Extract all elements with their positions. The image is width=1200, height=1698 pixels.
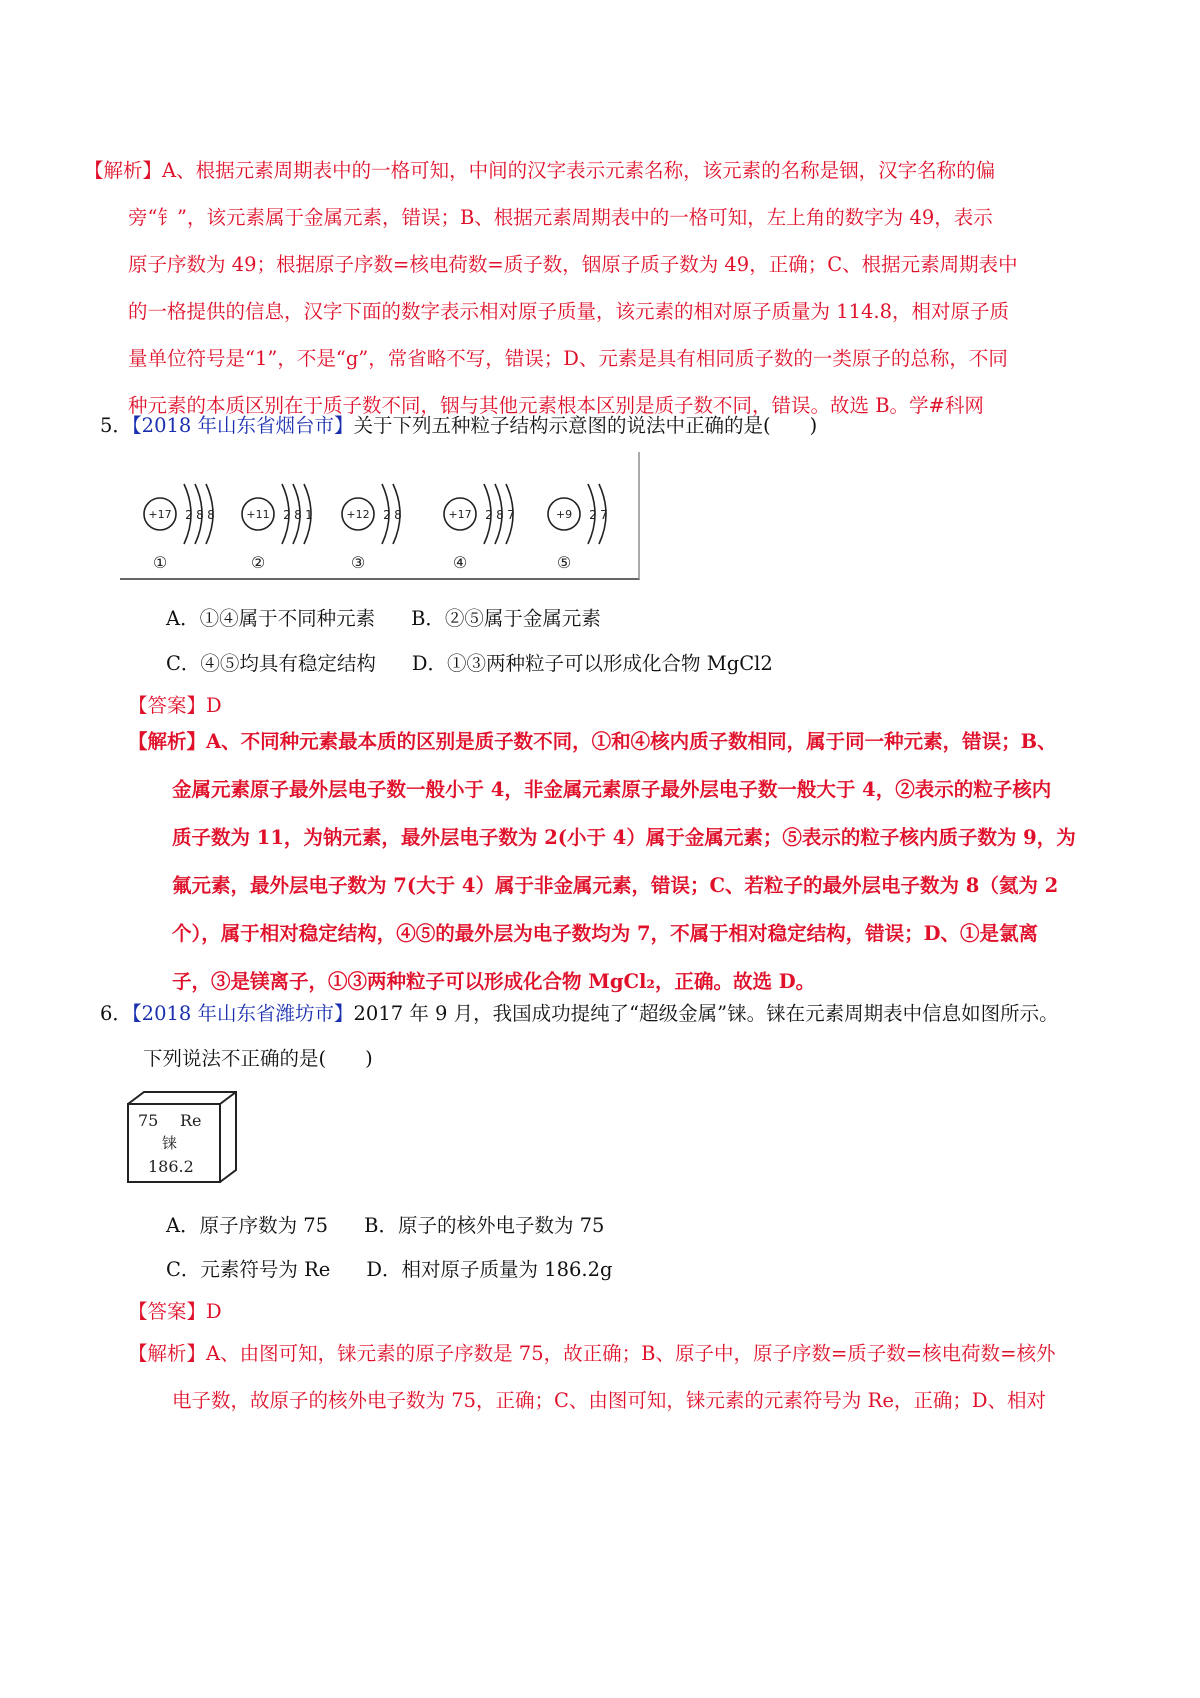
- analysis-q5: [128, 718, 1108, 1006]
- nucleus-charge: +11: [246, 508, 270, 521]
- particle-structure-figure: [120, 452, 640, 580]
- answer-value: D: [206, 1300, 222, 1323]
- particle-diagram: [242, 484, 313, 572]
- particle-diagram: [444, 484, 515, 572]
- question-text: 2017 年 9 月，我国成功提纯了“超级金属”铼。铼在元素周期表中信息如图所示。: [353, 1002, 1059, 1025]
- question-6-stem-line2: 下列说法不正确的是( ): [143, 1047, 373, 1070]
- analysis-q4-line: 原子序数为 49；根据原子序数=核电荷数=质子数，铟原子质子数为 49，正确；C、根据元素周期表中: [128, 253, 1018, 276]
- question-5-stem: [100, 410, 1080, 442]
- shell-electron-count: 2: [383, 508, 391, 522]
- element-symbol: Re: [180, 1111, 202, 1130]
- particle-label: ①: [152, 553, 168, 572]
- particle-diagram: [548, 484, 608, 572]
- element-cell-figure: [120, 1086, 242, 1190]
- nucleus-charge: +12: [346, 508, 370, 521]
- question-6-options-row1: [166, 1210, 604, 1238]
- analysis-q6-line: 【解析】A、由图可知，铼元素的原子序数是 75，故正确；B、原子中，原子序数=质子数=核电荷数=核外: [128, 1342, 1056, 1365]
- particle-label: ②: [250, 553, 266, 572]
- option-a[interactable]: A．原子序数为 75: [166, 1214, 329, 1237]
- analysis-q6-line: 电子数，故原子的核外电子数为 75，正确；C、由图可知，铼元素的元素符号为 Re，正确；D、相对: [172, 1389, 1046, 1412]
- analysis-q5-line: 金属元素原子最外层电子数一般小于 4，非金属元素原子最外层电子数一般大于 4，②表示的粒子核内: [172, 778, 1052, 801]
- question-5-options-row2: [166, 648, 773, 676]
- shell-electron-count: 8: [496, 508, 504, 522]
- question-number: 6．: [100, 1002, 132, 1025]
- shell-electron-count: 2: [589, 508, 597, 522]
- question-source: 【2018 年山东省烟台市】: [131, 414, 354, 437]
- element-name: 铼: [162, 1134, 178, 1152]
- analysis-q5-line: 子，③是镁离子，①③两种粒子可以形成化合物 MgCl₂，正确。故选 D。: [172, 970, 816, 993]
- option-b[interactable]: B．②⑤属于金属元素: [411, 607, 601, 630]
- nucleus-charge: +17: [448, 508, 472, 521]
- analysis-q5-line: 【解析】A、不同种元素最本质的区别是质子数不同，①和④核内质子数相同，属于同一种元素，错误；B、: [128, 730, 1057, 753]
- question-6-answer: [128, 1296, 1108, 1328]
- question-source: 【2018 年山东省潍坊市】: [131, 1002, 354, 1025]
- question-5-options-row1: [166, 603, 601, 631]
- question-6-stem: [100, 998, 1080, 1030]
- nucleus-charge: +9: [555, 508, 573, 521]
- shell-electron-count: 8: [394, 508, 402, 522]
- analysis-tag: 【解析】: [84, 159, 163, 182]
- shell-electron-count: 2: [185, 508, 193, 522]
- particle-diagram: [144, 484, 215, 572]
- question-6-options-row2: [166, 1254, 612, 1282]
- element-number: 75: [138, 1111, 159, 1130]
- shell-electron-count: 1: [305, 508, 313, 522]
- option-d[interactable]: D．相对原子质量为 186.2g: [366, 1258, 613, 1281]
- shell-electron-count: 8: [294, 508, 302, 522]
- option-c[interactable]: C．④⑤均具有稳定结构: [166, 652, 376, 675]
- particle-diagram: [342, 484, 402, 572]
- shell-electron-count: 7: [507, 508, 515, 522]
- answer-value: D: [206, 694, 222, 717]
- analysis-q4-line: 种元素的本质区别在于质子数不同，铟与其他元素根本区别是质子数不同，错误。故选 B。学#科网: [128, 394, 984, 417]
- element-mass: 186.2: [148, 1157, 194, 1176]
- question-text: 关于下列五种粒子结构示意图的说法中正确的是( ): [353, 414, 818, 437]
- analysis-q4-line: 量单位符号是“1”，不是“g”，常省略不写，错误；D、元素是具有相同质子数的一类原子的总称，不同: [128, 347, 1008, 370]
- answer-tag: 【答案】: [128, 694, 207, 717]
- answer-tag: 【答案】: [128, 1300, 207, 1323]
- particle-label: ③: [350, 553, 366, 572]
- option-d[interactable]: D．①③两种粒子可以形成化合物 MgCl2: [411, 652, 773, 675]
- shell-electron-count: 2: [485, 508, 493, 522]
- analysis-q5-line: 质子数为 11，为钠元素，最外层电子数为 2(小于 4）属于金属元素；⑤表示的粒子核内质子数为 9，为: [172, 826, 1076, 849]
- particle-diagrams: [120, 452, 638, 578]
- shell-electron-count: 7: [600, 508, 608, 522]
- option-b[interactable]: B．原子的核外电子数为 75: [364, 1214, 605, 1237]
- element-cell-edge: [220, 1092, 236, 1104]
- shell-electron-count: 8: [207, 508, 215, 522]
- analysis-q4: [84, 147, 1108, 429]
- nucleus-charge: +17: [148, 508, 172, 521]
- analysis-q6: [128, 1330, 1108, 1424]
- option-a[interactable]: A．①④属于不同种元素: [166, 607, 376, 630]
- shell-electron-count: 8: [196, 508, 204, 522]
- element-cell-svg: [120, 1086, 242, 1190]
- shell-electron-count: 2: [283, 508, 291, 522]
- analysis-q5-line: 氟元素，最外层电子数为 7(大于 4）属于非金属元素，错误；C、若粒子的最外层电子数为 8（氦为 2: [172, 874, 1059, 897]
- analysis-q4-line: 旁“钅”，该元素属于金属元素，错误；B、根据元素周期表中的一格可知，左上角的数字为 49，表示: [128, 206, 993, 229]
- analysis-q5-line: 个），属于相对稳定结构，④⑤的最外层为电子数均为 7，不属于相对稳定结构，错误；D、①是氯离: [172, 922, 1039, 945]
- analysis-q4-line: 【解析】A、根据元素周期表中的一格可知，中间的汉字表示元素名称，该元素的名称是铟，汉字名称的偏: [84, 159, 996, 182]
- question-number: 5．: [100, 414, 132, 437]
- particle-label: ④: [452, 553, 468, 572]
- particle-label: ⑤: [556, 553, 572, 572]
- analysis-q4-line: 的一格提供的信息，汉字下面的数字表示相对原子质量，该元素的相对原子质量为 114.8，相对原子质: [128, 300, 1010, 323]
- option-c[interactable]: C．元素符号为 Re: [166, 1258, 331, 1281]
